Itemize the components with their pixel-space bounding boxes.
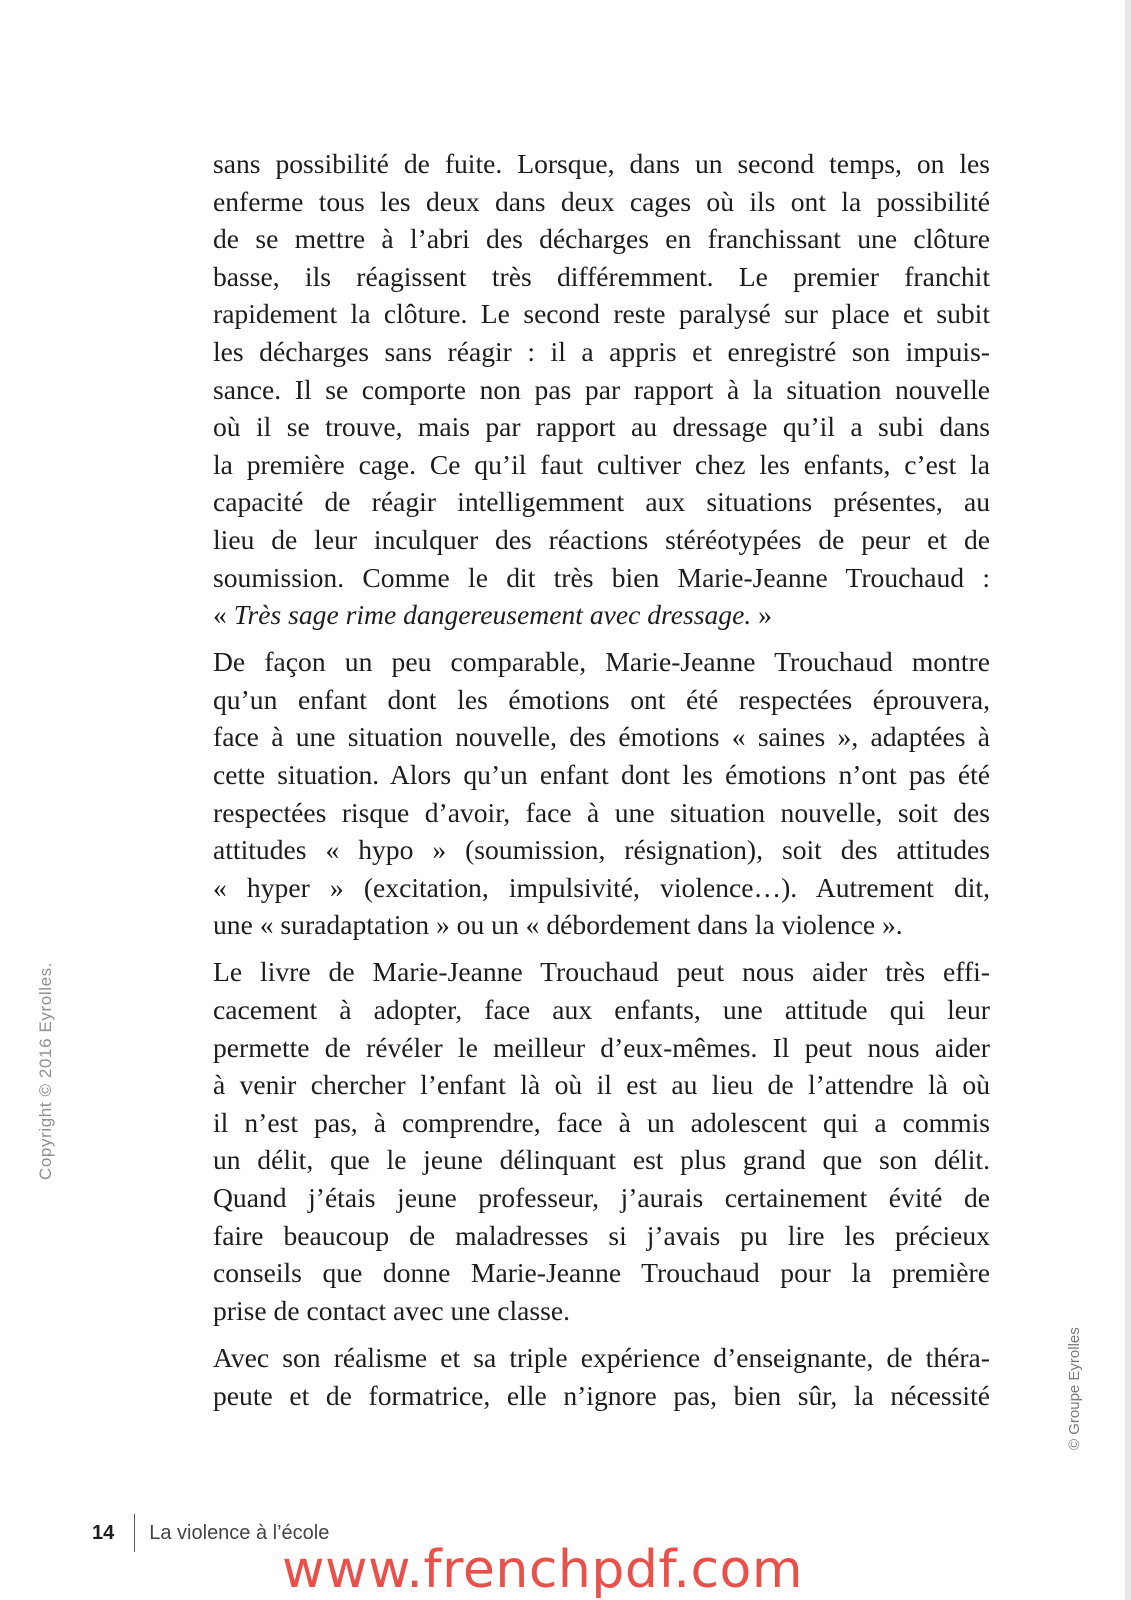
text-line: permette de révéler le meilleur d’eux-mêmes. Il peut nous aider: [213, 1031, 990, 1063]
text-line: qu’un enfant dont les émotions ont été respectées éprouvera,: [213, 683, 990, 715]
text-line: prise de contact avec une classe.: [213, 1294, 571, 1326]
text-line: cette situation. Alors qu’un enfant dont les émotions n’ont pas été: [213, 759, 990, 790]
copyright-notice: Copyright © 2016 Eyrolles.: [36, 961, 55, 1180]
text-line: Avec son réalisme et sa triple expérience d’enseignante, de théra-: [213, 1341, 990, 1373]
quote-text: Très sage rime dangereusement avec dressage.: [233, 599, 752, 631]
publisher-notice: © Groupe Eyrolles: [1066, 1327, 1083, 1450]
paragraph-3: [213, 953, 990, 1329]
quote-line: [213, 596, 990, 634]
page-edge: [1125, 0, 1131, 1600]
text-line: attitudes « hypo » (soumission, résignation), soit des attitudes: [213, 834, 990, 866]
text-line: les décharges sans réagir : il a appris et enregistré son impuis-: [213, 335, 990, 367]
paragraph-2: [213, 643, 990, 944]
text-line: cacement à adopter, face aux enfants, une attitude qui leur: [213, 994, 990, 1026]
text-line: une « suradaptation » ou un « débordement dans la violence ».: [213, 909, 903, 941]
text-line: un délit, que le jeune délinquant est plus grand que son délit.: [213, 1144, 990, 1176]
text-line: à venir chercher l’enfant là où il est au lieu de l’attendre là où: [213, 1069, 990, 1101]
text-line: faire beaucoup de maladresses si j’avais pu lire les précieux: [213, 1219, 990, 1251]
footer-divider: [134, 1514, 135, 1552]
text-line: conseils que donne Marie-Jeanne Trouchaud pour la première: [213, 1257, 990, 1289]
text-line: basse, ils réagissent très différemment. Le premier franchit: [213, 260, 990, 292]
text-line: enferme tous les deux dans deux cages où ils ont la possibilité: [213, 185, 990, 217]
text-line: Le livre de Marie-Jeanne Trouchaud peut nous aider très effi-: [213, 956, 990, 988]
text-line: face à une situation nouvelle, des émotions « saines », adaptées à: [213, 721, 990, 753]
text-line: il n’est pas, à comprendre, face à un adolescent qui a commis: [213, 1106, 990, 1138]
text-line: De façon un peu comparable, Marie-Jeanne Trouchaud montre: [213, 646, 990, 678]
running-title: La violence à l’école: [149, 1521, 330, 1544]
text-line: respectées risque d’avoir, face à une situation nouvelle, soit des: [213, 796, 990, 828]
text-line: capacité de réagir intelligemment aux situations présentes, au: [213, 486, 990, 518]
website-watermark: www.frenchpdf.com: [282, 1540, 804, 1600]
text-line: où il se trouve, mais par rapport au dressage qu’il a subi dans: [213, 411, 990, 443]
quote-close: »: [751, 599, 772, 631]
text-line: sance. Il se comporte non pas par rapport à la situation nouvelle: [213, 373, 990, 405]
paragraph-1: [213, 145, 990, 634]
quote-open: «: [213, 599, 234, 631]
text-line: la première cage. Ce qu’il faut cultiver chez les enfants, c’est la: [213, 448, 990, 480]
text-line: soumission. Comme le dit très bien Marie-Jeanne Trouchaud :: [213, 561, 990, 593]
body-text: [213, 145, 990, 1414]
page-number: 14: [92, 1521, 115, 1544]
text-line: de se mettre à l’abri des décharges en franchissant une clôture: [213, 223, 990, 255]
text-line: sans possibilité de fuite. Lorsque, dans un second temps, on les: [213, 148, 990, 179]
text-line: lieu de leur inculquer des réactions stéréotypées de peur et de: [213, 523, 990, 555]
text-line: « hyper » (excitation, impulsivité, violence…). Autrement dit,: [213, 871, 990, 903]
text-line: Quand j’étais jeune professeur, j’aurais certainement évité de: [213, 1182, 990, 1214]
paragraph-4: [213, 1339, 990, 1414]
text-line: peute et de formatrice, elle n’ignore pas, bien sûr, la nécessité: [213, 1379, 990, 1411]
text-line: rapidement la clôture. Le second reste paralysé sur place et subit: [213, 298, 990, 330]
